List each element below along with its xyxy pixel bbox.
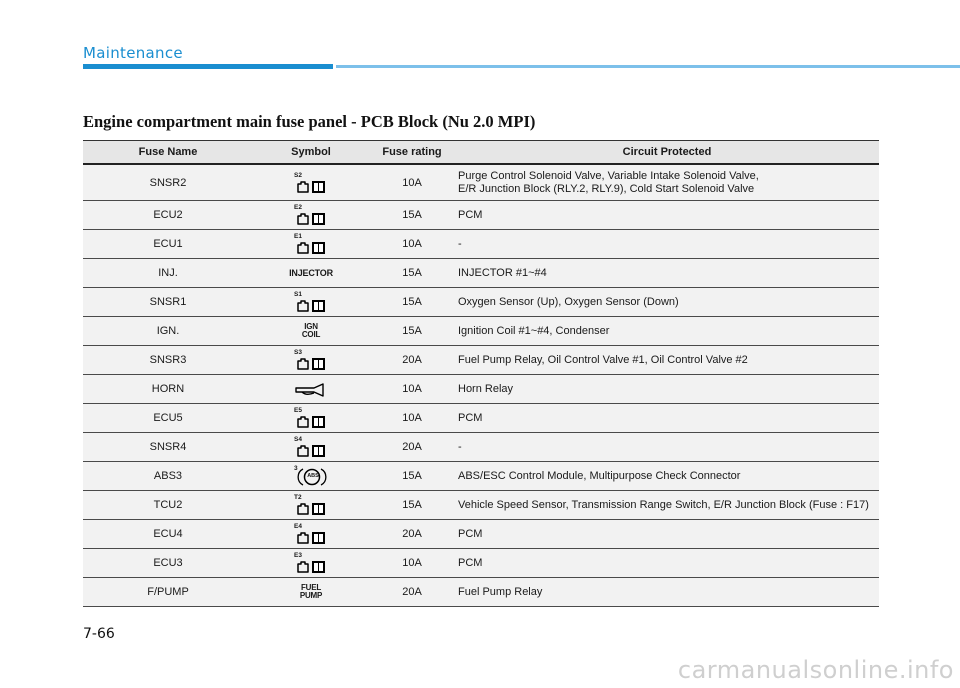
fuse-name-cell: F/PUMP bbox=[83, 578, 253, 607]
ecu-icon bbox=[289, 551, 333, 575]
symbol-cell bbox=[253, 462, 369, 491]
fuse-rating-cell: 20A bbox=[369, 578, 455, 607]
circuit-protected-cell bbox=[455, 317, 879, 346]
sensor-icon bbox=[289, 348, 333, 372]
fuse-rating-cell: 10A bbox=[369, 164, 455, 201]
circuit-protected-cell bbox=[455, 520, 879, 549]
header-rule-dark bbox=[83, 64, 333, 69]
symbol-cell bbox=[253, 259, 369, 288]
circuit-line: ABS/ESC Control Module, Multipurpose Check Connector bbox=[458, 469, 741, 482]
symbol-code: S3 bbox=[294, 349, 302, 356]
watermark: carmanualsonline.info bbox=[677, 656, 954, 684]
fuse-name-cell: ECU2 bbox=[83, 201, 253, 230]
column-header-fuse-rating: Fuse rating bbox=[369, 141, 455, 165]
circuit-line: - bbox=[458, 440, 462, 453]
circuit-protected-cell bbox=[455, 375, 879, 404]
table-row bbox=[83, 317, 879, 346]
table-row bbox=[83, 288, 879, 317]
symbol-cell bbox=[253, 578, 369, 607]
table-row bbox=[83, 230, 879, 259]
circuit-protected-cell bbox=[455, 404, 879, 433]
fuse-name-cell: ECU1 bbox=[83, 230, 253, 259]
circuit-line: Vehicle Speed Sensor, Transmission Range Switch, E/R Junction Block (Fuse : F17) bbox=[458, 498, 869, 511]
circuit-line: Ignition Coil #1~#4, Condenser bbox=[458, 324, 610, 337]
symbol-cell bbox=[253, 288, 369, 317]
circuit-protected-cell bbox=[455, 346, 879, 375]
symbol-code: S4 bbox=[294, 436, 302, 443]
section-title: Maintenance bbox=[83, 44, 183, 62]
sensor-icon bbox=[289, 435, 333, 459]
circuit-protected-cell bbox=[455, 433, 879, 462]
table-header-row bbox=[83, 141, 879, 165]
symbol-code: E5 bbox=[294, 407, 302, 414]
ecu-icon bbox=[289, 406, 333, 430]
fuse-rating-cell: 15A bbox=[369, 259, 455, 288]
symbol-code: S1 bbox=[294, 291, 302, 298]
table-row bbox=[83, 375, 879, 404]
symbol-code: S2 bbox=[294, 171, 302, 179]
fuse-rating-cell: 15A bbox=[369, 491, 455, 520]
circuit-protected-cell bbox=[455, 578, 879, 607]
symbol-code: E3 bbox=[294, 552, 302, 559]
fuse-name-cell: SNSR1 bbox=[83, 288, 253, 317]
circuit-line: E/R Junction Block (RLY.2, RLY.9), Cold Start Solenoid Valve bbox=[458, 182, 755, 195]
fuse-name-cell: ECU3 bbox=[83, 549, 253, 578]
table-row bbox=[83, 164, 879, 201]
page-heading: Engine compartment main fuse panel - PCB Block (Nu 2.0 MPI) bbox=[83, 112, 536, 131]
table-row bbox=[83, 346, 879, 375]
symbol-cell bbox=[253, 164, 369, 201]
table-row bbox=[83, 520, 879, 549]
fuse-rating-cell: 20A bbox=[369, 346, 455, 375]
symbol-label-line: PUMP bbox=[299, 591, 323, 600]
circuit-line: PCM bbox=[458, 527, 483, 540]
symbol-label bbox=[300, 584, 322, 601]
fuse-name-cell: SNSR4 bbox=[83, 433, 253, 462]
symbol-cell bbox=[253, 230, 369, 259]
circuit-protected-cell bbox=[455, 462, 879, 491]
horn-icon bbox=[289, 377, 333, 401]
circuit-protected-cell bbox=[455, 164, 879, 201]
fuse-name-cell: ECU5 bbox=[83, 404, 253, 433]
circuit-protected-cell bbox=[455, 491, 879, 520]
circuit-protected-cell bbox=[455, 288, 879, 317]
symbol-badge: ABS bbox=[307, 473, 319, 479]
table-row bbox=[83, 201, 879, 230]
table-row bbox=[83, 404, 879, 433]
symbol-label-line: IGN bbox=[304, 321, 318, 331]
fuse-name-cell: TCU2 bbox=[83, 491, 253, 520]
fuse-rating-cell: 15A bbox=[369, 288, 455, 317]
sensor-icon bbox=[289, 171, 333, 195]
symbol-label-line: FUEL bbox=[300, 582, 322, 592]
table-row bbox=[83, 578, 879, 607]
fuse-rating-cell: 20A bbox=[369, 433, 455, 462]
fuse-name-cell: SNSR3 bbox=[83, 346, 253, 375]
circuit-line: INJECTOR #1~#4 bbox=[458, 266, 547, 279]
abs-icon bbox=[289, 464, 333, 488]
tcu-icon bbox=[289, 493, 333, 517]
header-rule-light bbox=[336, 65, 960, 68]
symbol-label bbox=[289, 269, 333, 278]
column-header-circuit-protected: Circuit Protected bbox=[455, 141, 879, 165]
symbol-code: 3 bbox=[294, 465, 298, 472]
circuit-protected-cell bbox=[455, 259, 879, 288]
fuse-rating-cell: 10A bbox=[369, 549, 455, 578]
circuit-line: PCM bbox=[458, 411, 483, 424]
fuse-table-body bbox=[83, 164, 879, 607]
circuit-line: PCM bbox=[458, 208, 483, 221]
fuse-rating-cell: 15A bbox=[369, 201, 455, 230]
circuit-line: Purge Control Solenoid Valve, Variable Intake Solenoid Valve, bbox=[458, 169, 759, 182]
symbol-code: E2 bbox=[294, 204, 302, 211]
ecu-icon bbox=[289, 203, 333, 227]
sensor-icon bbox=[289, 290, 333, 314]
page-number: 7-66 bbox=[83, 626, 115, 642]
ecu-icon bbox=[289, 232, 333, 256]
symbol-cell bbox=[253, 201, 369, 230]
symbol-cell bbox=[253, 549, 369, 578]
symbol-cell bbox=[253, 404, 369, 433]
symbol-label-line: INJECTOR bbox=[289, 267, 333, 278]
symbol-cell bbox=[253, 491, 369, 520]
circuit-line: - bbox=[458, 237, 462, 250]
circuit-protected-cell bbox=[455, 201, 879, 230]
fuse-name-cell: ECU4 bbox=[83, 520, 253, 549]
fuse-rating-cell: 10A bbox=[369, 375, 455, 404]
column-header-fuse-name: Fuse Name bbox=[83, 141, 253, 165]
symbol-code: T2 bbox=[294, 494, 302, 501]
table-row bbox=[83, 433, 879, 462]
fuse-name-cell: SNSR2 bbox=[83, 164, 253, 201]
table-row bbox=[83, 259, 879, 288]
symbol-cell bbox=[253, 375, 369, 404]
symbol-label bbox=[302, 323, 320, 340]
table-row bbox=[83, 462, 879, 491]
symbol-cell bbox=[253, 520, 369, 549]
fuse-table bbox=[83, 140, 879, 607]
circuit-protected-cell bbox=[455, 230, 879, 259]
fuse-rating-cell: 10A bbox=[369, 230, 455, 259]
fuse-name-cell: ABS3 bbox=[83, 462, 253, 491]
fuse-rating-cell: 20A bbox=[369, 520, 455, 549]
fuse-rating-cell: 10A bbox=[369, 404, 455, 433]
circuit-protected-cell bbox=[455, 549, 879, 578]
column-header-symbol: Symbol bbox=[253, 141, 369, 165]
symbol-cell bbox=[253, 346, 369, 375]
fuse-name-cell: HORN bbox=[83, 375, 253, 404]
symbol-code: E4 bbox=[294, 523, 302, 530]
circuit-line: PCM bbox=[458, 556, 483, 569]
fuse-name-cell: IGN. bbox=[83, 317, 253, 346]
symbol-cell bbox=[253, 317, 369, 346]
circuit-line: Fuel Pump Relay bbox=[458, 585, 543, 598]
fuse-rating-cell: 15A bbox=[369, 317, 455, 346]
table-row bbox=[83, 549, 879, 578]
table-row bbox=[83, 491, 879, 520]
symbol-code: E1 bbox=[294, 233, 302, 240]
fuse-rating-cell: 15A bbox=[369, 462, 455, 491]
symbol-label-line: COIL bbox=[301, 330, 321, 339]
circuit-line: Fuel Pump Relay, Oil Control Valve #1, Oil Control Valve #2 bbox=[458, 353, 748, 366]
circuit-line: Oxygen Sensor (Up), Oxygen Sensor (Down) bbox=[458, 295, 679, 308]
symbol-cell bbox=[253, 433, 369, 462]
circuit-line: Horn Relay bbox=[458, 382, 514, 395]
fuse-name-cell: INJ. bbox=[83, 259, 253, 288]
ecu-icon bbox=[289, 522, 333, 546]
